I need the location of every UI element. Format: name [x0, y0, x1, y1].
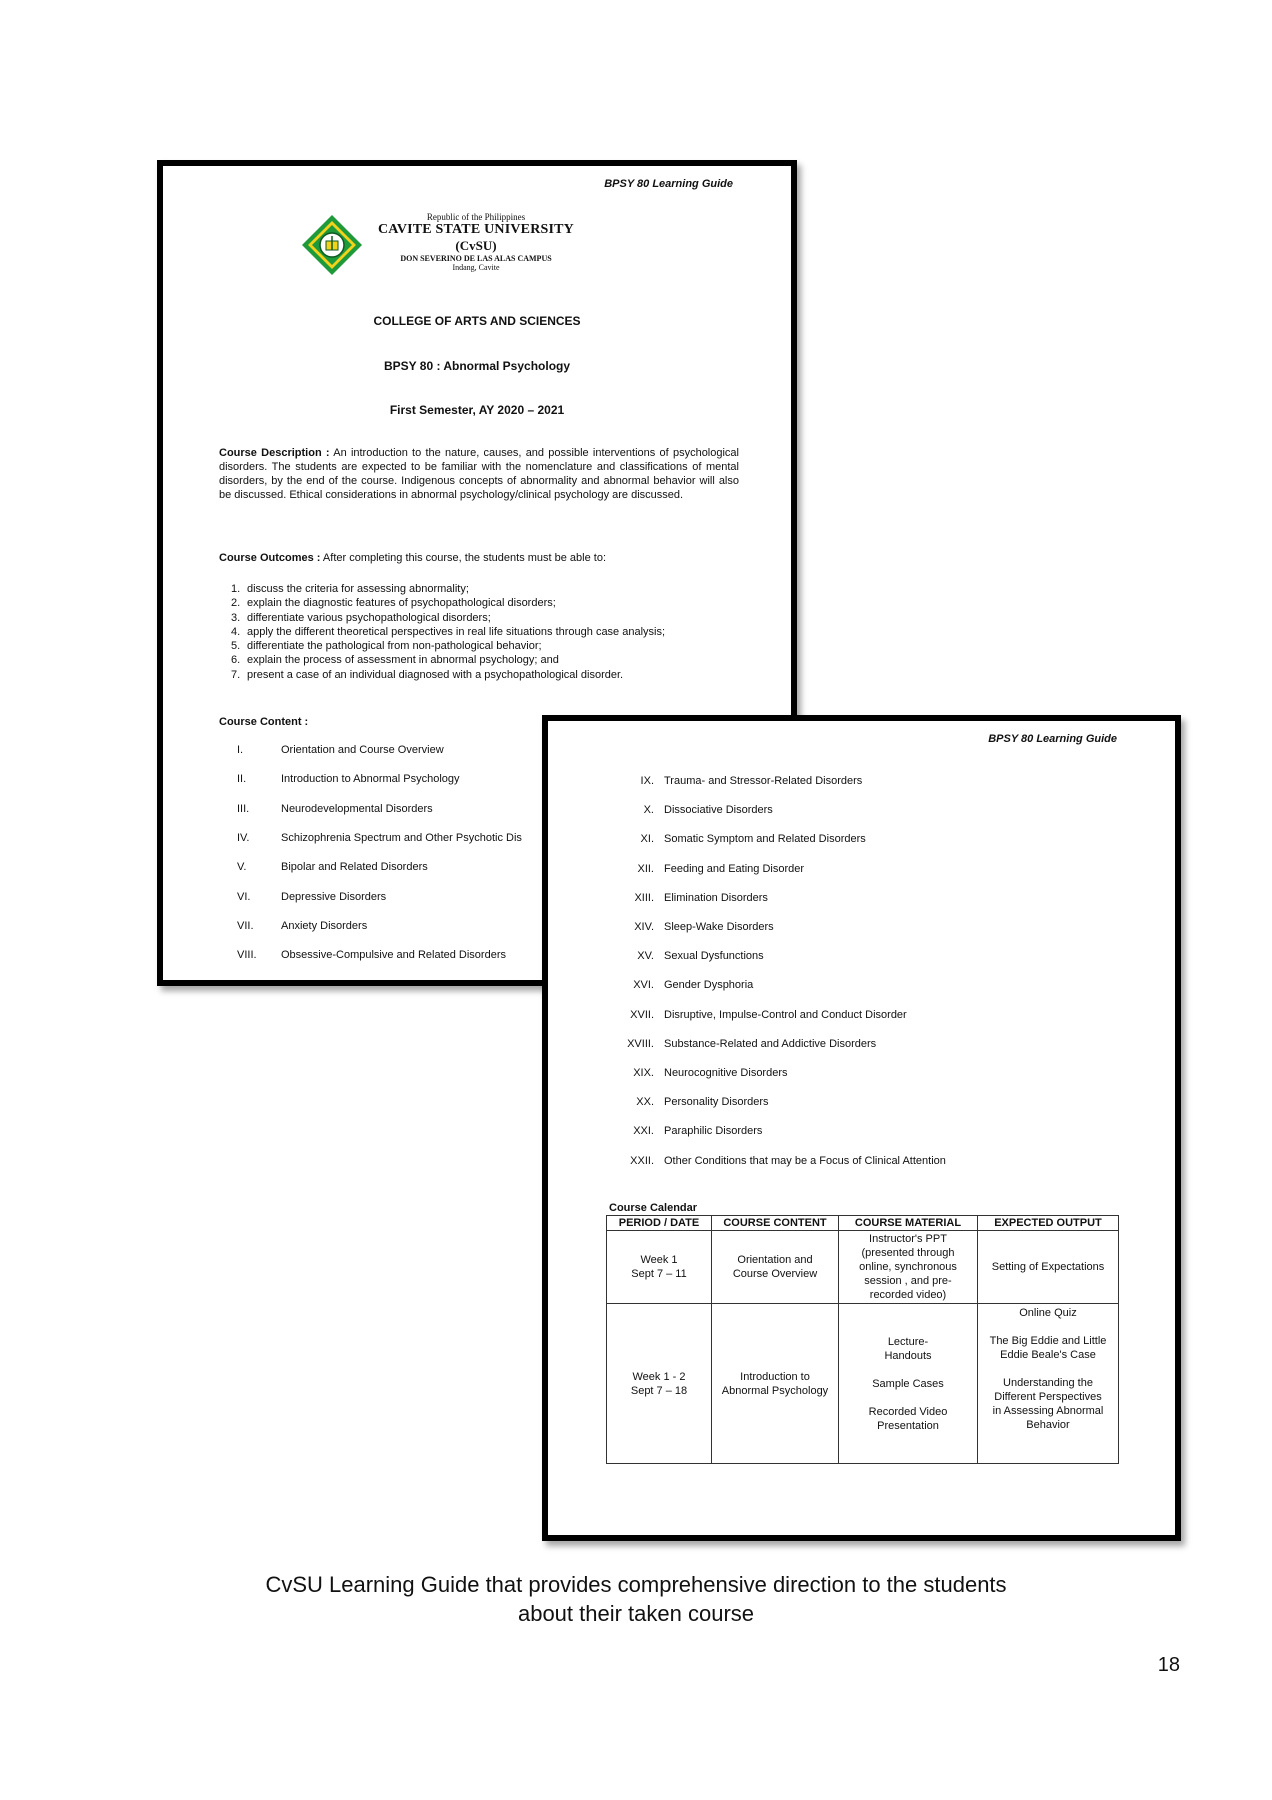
topic-number: XIV. — [634, 921, 654, 933]
header-period: PERIOD / DATE — [607, 1216, 712, 1231]
topic-text: Somatic Symptom and Related Disorders — [664, 833, 866, 846]
topic-text: Bipolar and Related Disorders — [281, 861, 428, 874]
guide-label: BPSY 80 Learning Guide — [988, 733, 1117, 745]
course-outcomes-heading — [219, 551, 739, 565]
topic-number: XIX. — [633, 1067, 654, 1079]
header-output: EXPECTED OUTPUT — [978, 1216, 1119, 1231]
topic-number: I. — [237, 744, 244, 756]
outcome-number: 2. — [231, 597, 241, 610]
row1-output: Setting of Expectations — [978, 1231, 1119, 1304]
topic-number: XVII. — [630, 1008, 654, 1021]
topic-text: Orientation and Course Overview — [281, 744, 444, 756]
topic-text: Depressive Disorders — [281, 890, 387, 903]
page-number: 18 — [1157, 1654, 1180, 1676]
outcome-text: explain the diagnostic features of psychopathological disorders; — [247, 597, 556, 610]
outcome-text: differentiate various psychopathological disorders; — [247, 611, 491, 624]
topic-number: V. — [237, 861, 247, 874]
outcome-item — [231, 596, 751, 610]
campus-location: Indang, Cavite — [452, 263, 500, 272]
outcome-item — [231, 653, 751, 667]
topic-text: Gender Dysphoria — [664, 979, 754, 992]
row1-material: Instructor's PPT (presented through online, synchronous session , and pre- recorded video) — [839, 1231, 978, 1304]
campus-name: DON SEVERINO DE LAS ALAS CAMPUS — [400, 254, 552, 263]
topic-text: Obsessive-Compulsive and Related Disorders — [281, 949, 506, 962]
course-calendar-title: Course Calendar — [609, 1202, 698, 1214]
outcomes-intro: After completing this course, the students must be able to: — [322, 552, 607, 564]
topic-text: Sleep-Wake Disorders — [664, 921, 774, 933]
topic-text: Neurocognitive Disorders — [664, 1067, 788, 1079]
outcome-number: 6. — [231, 654, 241, 667]
topic-text: Neurodevelopmental Disorders — [281, 802, 433, 815]
outcome-item — [231, 611, 751, 625]
topic-text: Substance-Related and Addictive Disorders — [664, 1037, 877, 1050]
topic-number: XIII. — [634, 891, 654, 904]
topic-number: VI. — [237, 890, 251, 903]
topic-number: XX. — [636, 1096, 654, 1109]
outcome-number: 5. — [231, 640, 241, 653]
cvsu-seal-icon — [301, 214, 363, 276]
topic-number: II. — [237, 773, 247, 786]
outcome-number: 4. — [231, 625, 241, 638]
course-description — [219, 446, 739, 502]
course-calendar-table — [606, 1215, 1119, 1464]
outcome-text: apply the different theoretical perspectives in real life situations through case analysis; — [247, 625, 666, 638]
outcomes-label: Course Outcomes : — [219, 552, 321, 564]
topic-text: Anxiety Disorders — [281, 919, 368, 932]
caption-line-1: CvSU Learning Guide that provides comprehensive direction to the students — [265, 1572, 1007, 1597]
figure-caption — [0, 1570, 1272, 1628]
topic-text: Schizophrenia Spectrum and Other Psychotic Dis — [281, 831, 522, 844]
university-text — [371, 212, 581, 272]
table-header-row — [607, 1216, 1119, 1231]
topic-number: III. — [237, 802, 250, 815]
topic-text: Trauma- and Stressor-Related Disorders — [664, 775, 863, 787]
outcome-item — [231, 668, 751, 682]
row1-period: Week 1 Sept 7 – 11 — [607, 1231, 712, 1304]
topic-text: Paraphilic Disorders — [664, 1125, 763, 1138]
republic-line: Republic of the Philippines — [426, 212, 526, 222]
description-text: An introduction to the nature, causes, and possible interventions of psychological disorders. The students are expected to be familiar with the nomenclature and classifications of mental disorders, by the end of the course. Indigenous concepts of abnormality and abnormal behavior will also be discussed. Ethical considerations in abnormal psychology/clinical psychology are discussed. — [219, 447, 739, 501]
guide-label: BPSY 80 Learning Guide — [604, 178, 733, 190]
outcome-number: 3. — [231, 611, 241, 624]
topic-text: Sexual Dysfunctions — [664, 950, 764, 963]
course-content-label: Course Content : — [219, 716, 309, 728]
header-material: COURSE MATERIAL — [839, 1216, 978, 1231]
topic-number: XVIII. — [627, 1037, 654, 1050]
topic-text: Feeding and Eating Disorder — [664, 862, 805, 875]
table-row — [607, 1304, 1119, 1464]
row2-content: Introduction to Abnormal Psychology — [712, 1304, 839, 1464]
university-name: CAVITE STATE UNIVERSITY — [378, 222, 574, 237]
row2-output: Online Quiz The Big Eddie and Little Eddie Beale's Case Understanding the Different Perspectives in Assessing Abnormal Behavior — [978, 1304, 1119, 1464]
topic-number: VII. — [237, 919, 254, 932]
topic-number: XI. — [640, 833, 654, 846]
header-content: COURSE CONTENT — [712, 1216, 839, 1231]
outcomes-list — [231, 582, 751, 682]
row2-material: Lecture- Handouts Sample Cases Recorded Video Presentation — [839, 1304, 978, 1464]
row1-content: Orientation and Course Overview — [712, 1231, 839, 1304]
outcome-item — [231, 582, 751, 596]
outcome-number: 7. — [231, 668, 241, 681]
topic-text: Elimination Disorders — [664, 891, 768, 904]
topic-text: Other Conditions that may be a Focus of Clinical Attention — [664, 1154, 946, 1167]
topic-number: XXII. — [630, 1154, 654, 1167]
topic-text: Disruptive, Impulse-Control and Conduct Disorder — [664, 1008, 907, 1021]
topic-text: Personality Disorders — [664, 1096, 769, 1109]
topic-number: VIII. — [237, 949, 257, 962]
outcome-text: explain the process of assessment in abnormal psychology; and — [247, 654, 559, 667]
topic-number: IX. — [640, 775, 654, 787]
table-row — [607, 1231, 1119, 1304]
outcome-item — [231, 639, 751, 653]
topic-text: Introduction to Abnormal Psychology — [281, 773, 460, 786]
topic-number: X. — [643, 804, 654, 817]
outcome-text: differentiate the pathological from non-pathological behavior; — [247, 640, 542, 653]
row2-period: Week 1 - 2 Sept 7 – 18 — [607, 1304, 712, 1464]
university-header — [301, 212, 601, 286]
topic-number: XV. — [637, 950, 654, 963]
course-title: BPSY 80 : Abnormal Psychology — [383, 359, 571, 373]
outcome-item — [231, 625, 751, 639]
semester-title: First Semester, AY 2020 – 2021 — [389, 403, 565, 417]
topic-number: XVI. — [633, 979, 654, 992]
topic-text: Dissociative Disorders — [664, 804, 773, 817]
college-title: COLLEGE OF ARTS AND SCIENCES — [373, 314, 581, 328]
outcome-text: discuss the criteria for assessing abnormality; — [247, 583, 469, 595]
description-label: Course Description : — [219, 447, 330, 459]
topic-number: XII. — [637, 862, 654, 875]
topic-number: XXI. — [633, 1125, 654, 1138]
outcome-number: 1. — [231, 583, 241, 595]
university-abbr: (CvSU) — [455, 238, 497, 253]
learning-guide-page-2 — [542, 715, 1181, 1541]
outcome-text: present a case of an individual diagnosed with a psychopathological disorder. — [247, 668, 624, 681]
caption-line-2: about their taken course — [517, 1601, 755, 1626]
topic-number: IV. — [237, 831, 250, 844]
